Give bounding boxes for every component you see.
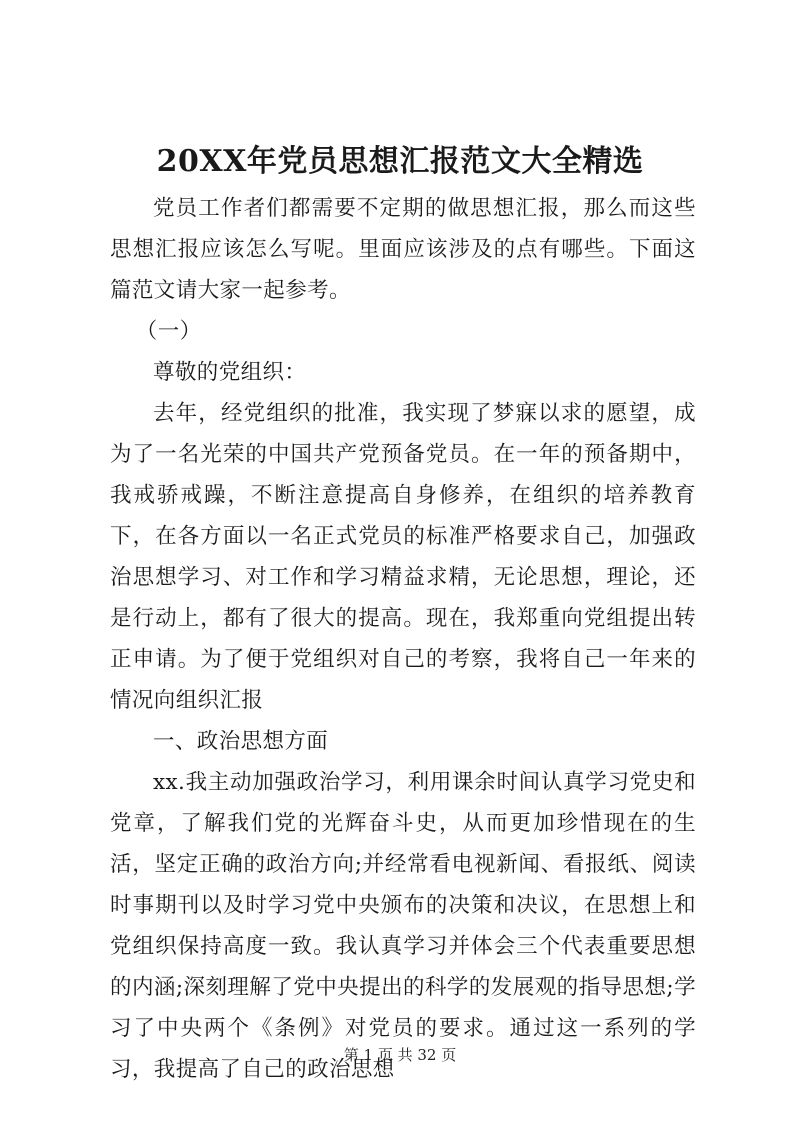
document-title: 20XX年党员思想汇报范文大全精选 (156, 144, 644, 179)
body-paragraph: xx.我主动加强政治学习，利用课余时间认真学习党史和党章，了解我们党的光辉奋斗史，从而更加珍惜现在的生活，坚定正确的政治方向;并经常看电视新闻、看报纸、阅读时事期刊以及时学习党中央颁布的决策和决议，在思想上和党组织保持高度一致。我认真学习并体会三个代表重要思想的内涵;深刻理解了党中央提出的科学的发展观的指导思想;学习了中央两个《条例》对党员的要求。通过这一系列的学习，我提高了自己的政治思想 (110, 770, 696, 1082)
page-footer (0, 1045, 800, 1065)
intro-paragraph: 党员工作者们都需要不定期的做思想汇报，那么而这些思想汇报应该怎么写呢。里面应该涉及的点有哪些。下面这篇范文请大家一起参考。 (110, 196, 696, 303)
body-paragraph: 去年，经党组织的批准，我实现了梦寐以求的愿望，成为了一名光荣的中国共产党预备党员。在一年的预备期中，我戒骄戒躁，不断注意提高自身修养，在组织的培养教育下，在各方面以一名正式党员的标准严格要求自己，加强政治思想学习、对工作和学习精益求精，无论思想，理论，还是行动上，都有了很大的提高。现在，我郑重向党组提出转正申请。为了便于党组织对自己的考察，我将自己一年来的情况向组织汇报 (110, 401, 696, 713)
salutation: 尊敬的党组织： (153, 360, 307, 385)
document-body (110, 188, 696, 1090)
page-number-label: 第 1 页 共 32 页 (343, 1046, 457, 1064)
section-marker: （一） (135, 319, 202, 344)
section-heading: 一、政治思想方面 (153, 729, 329, 754)
